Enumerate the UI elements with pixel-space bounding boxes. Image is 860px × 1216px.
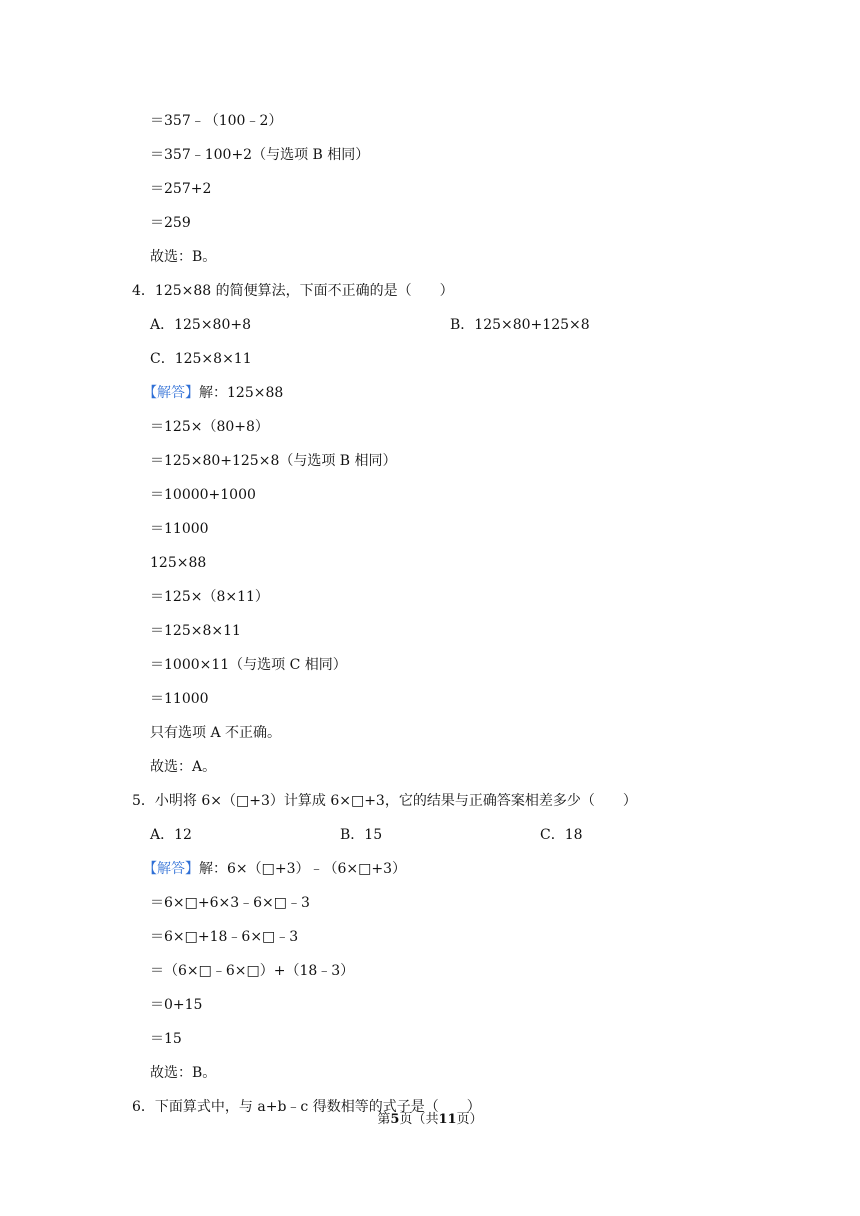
solution-line: ＝0+15 [150, 997, 203, 1013]
footer-suffix: 页） [456, 1112, 483, 1127]
solution-conclusion: 故选：A。 [150, 759, 217, 775]
solution-line: ＝125×（80+8） [150, 419, 269, 435]
solution-line: ＝125×（8×11） [150, 589, 269, 605]
solution-conclusion: 故选：B。 [150, 249, 217, 265]
answer-tag: 【解答】 [143, 385, 199, 401]
question-5 [132, 792, 637, 810]
page-footer [0, 1111, 860, 1129]
answer-first-line: 解：6×（□+3）﹣（6×□+3） [199, 861, 407, 877]
answer-header [143, 384, 283, 402]
solution-line: ＝1000×11（与选项 C 相同） [150, 657, 347, 673]
question-number: 5． [132, 793, 155, 809]
solution-line: ＝15 [150, 1031, 182, 1047]
solution-line: 只有选项 A 不正确。 [150, 725, 282, 741]
solution-line: ＝11000 [150, 521, 209, 537]
option-c: C．125×8×11 [150, 351, 252, 367]
page-number: 5 [390, 1112, 400, 1127]
solution-line: ＝6×□+6×3﹣6×□﹣3 [150, 895, 310, 911]
answer-header [143, 860, 406, 878]
solution-line: ＝259 [150, 215, 191, 231]
solution-line: 125×88 [150, 555, 207, 571]
question-number: 4． [132, 283, 155, 299]
solution-line: ＝125×80+125×8（与选项 B 相同） [150, 453, 397, 469]
option-a: A．125×80+8 [150, 317, 252, 333]
solution-line: ＝357﹣（100﹣2） [150, 113, 283, 129]
question-4 [132, 282, 454, 300]
option-b: B．125×80+125×8 [450, 317, 590, 333]
footer-middle: 页（共 [399, 1112, 439, 1127]
solution-conclusion: 故选：B。 [150, 1065, 217, 1081]
question-number: 6． [132, 1099, 155, 1115]
answer-first-line: 解：125×88 [199, 385, 284, 401]
page-total: 11 [438, 1112, 457, 1127]
footer-prefix: 第 [377, 1112, 391, 1127]
option-c: C．18 [540, 827, 583, 843]
option-a: A．12 [150, 827, 192, 843]
solution-line: ＝357﹣100+2（与选项 B 相同） [150, 147, 370, 163]
answer-tag: 【解答】 [143, 861, 199, 877]
solution-line: ＝（6×□﹣6×□）+（18﹣3） [150, 963, 355, 979]
solution-line: ＝257+2 [150, 181, 212, 197]
solution-line: ＝11000 [150, 691, 209, 707]
solution-line: ＝6×□+18﹣6×□﹣3 [150, 929, 299, 945]
question-text: 小明将 6×（□+3）计算成 6×□+3，它的结果与正确答案相差多少（ ） [154, 793, 637, 809]
solution-line: ＝10000+1000 [150, 487, 256, 503]
option-b: B．15 [340, 827, 383, 843]
solution-line: ＝125×8×11 [150, 623, 241, 639]
question-text: 125×88 的简便算法，下面不正确的是（ ） [154, 283, 454, 299]
question-text: 下面算式中，与 a+b﹣c 得数相等的式子是（ ） [154, 1099, 481, 1115]
